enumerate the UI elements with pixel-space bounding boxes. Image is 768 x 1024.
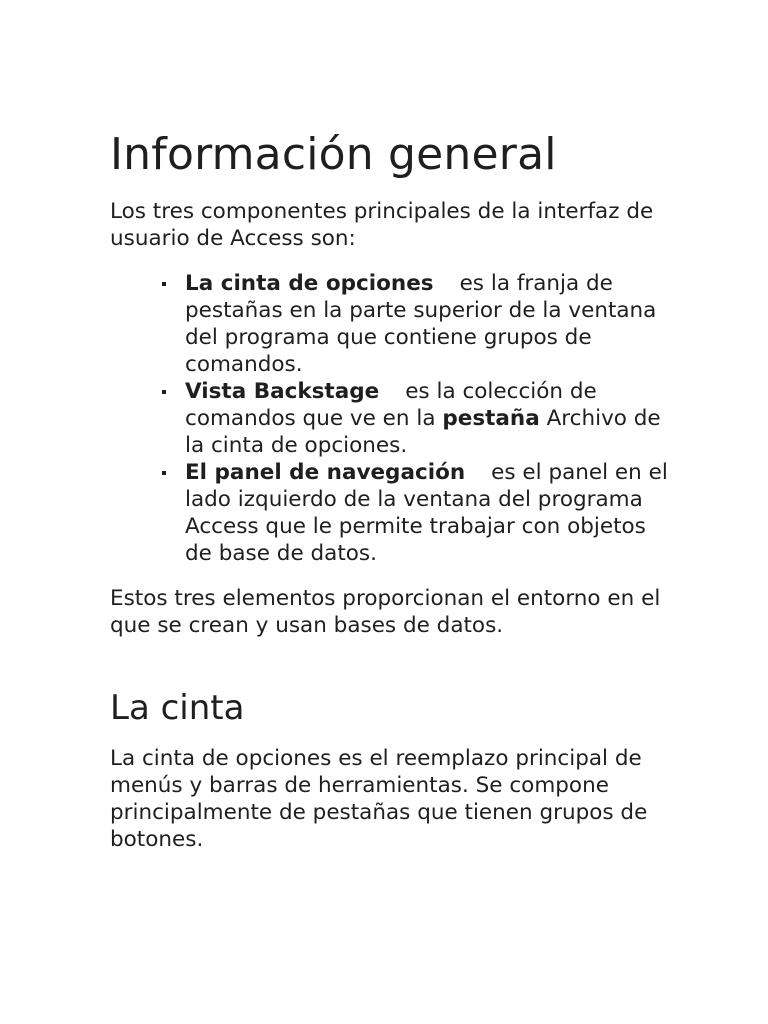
- document-content: [110, 128, 670, 853]
- description-backstage-end: Archivo de la cinta de opciones.: [185, 406, 661, 458]
- cinta-paragraph: La cinta de opciones es el reemplazo principal de menús y barras de herramientas. Se compone principalmente de pestañas que tienen grupos de botones.: [110, 746, 648, 852]
- description-cinta: es la franja de pestañas en la parte superior de la ventana del programa que contiene grupos de comandos.: [185, 271, 657, 377]
- section-title-la-cinta: La cinta: [110, 688, 245, 728]
- term-cinta: La cinta de opciones: [185, 271, 434, 296]
- intro-paragraph: Los tres componentes principales de la interfaz de usuario de Access son:: [110, 199, 654, 251]
- term-panel-navegacion: El panel de navegación: [185, 460, 466, 485]
- components-list: [110, 270, 670, 567]
- bullet-icon: [162, 282, 166, 286]
- closing-paragraph: Estos tres elementos proporcionan el entorno en el que se crean y usan bases de datos.: [110, 586, 661, 638]
- list-item-panel-navegacion: [185, 459, 670, 567]
- list-item-cinta: [185, 270, 670, 378]
- list-item-backstage: [185, 378, 670, 459]
- term-backstage: Vista Backstage: [185, 379, 380, 404]
- bullet-icon: [162, 390, 166, 394]
- bullet-icon: [162, 471, 166, 475]
- term-pestana: pestaña: [442, 406, 540, 431]
- description-backstage-start: es la colección de comandos que ve en la: [185, 379, 597, 431]
- description-panel-navegacion: es el panel en el lado izquierdo de la ventana del programa Access que le permite trabajar con objetos de base de datos.: [185, 460, 668, 566]
- section-title-informacion-general: Información general: [110, 129, 557, 180]
